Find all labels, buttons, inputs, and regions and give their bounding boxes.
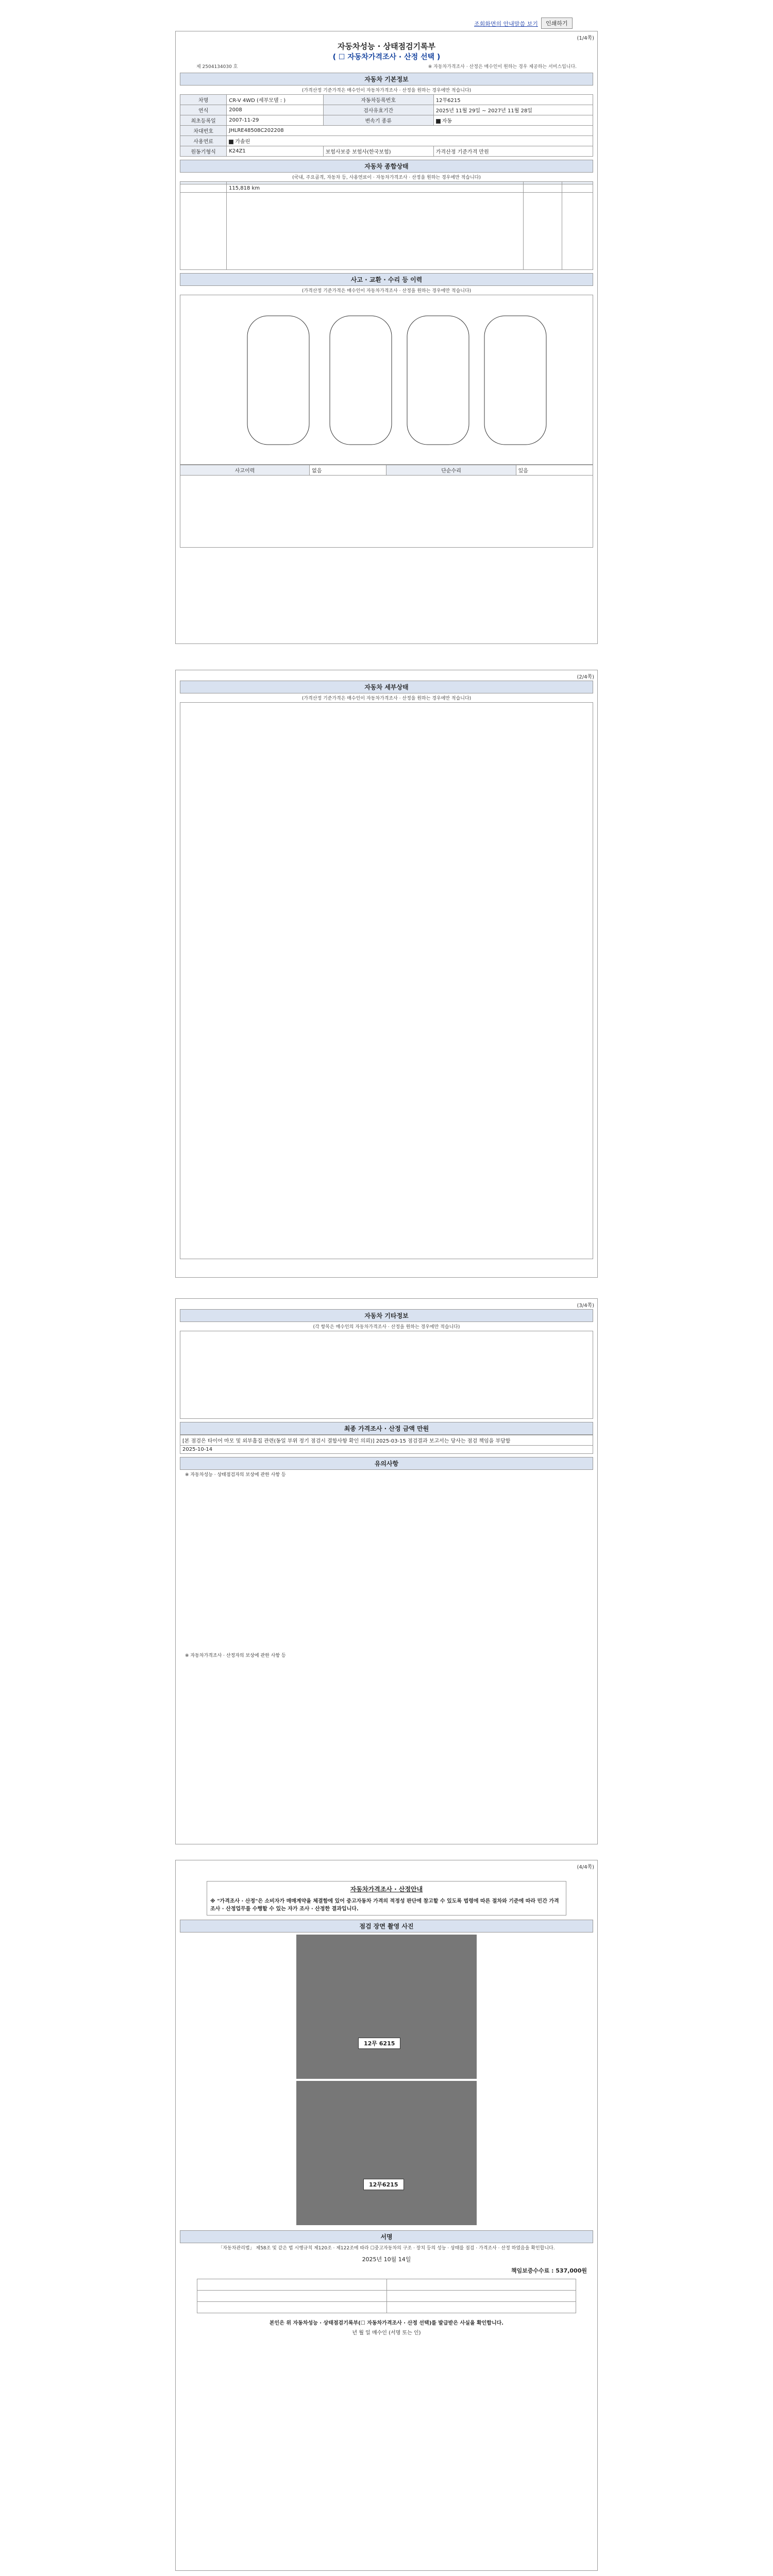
section-a: ※ 자동차성능 · 상태점검자의 보상에 관한 사항 등 [185, 1472, 286, 1478]
doc-number: 제 2504134030 호 [196, 64, 238, 70]
car-diagram [180, 295, 593, 465]
box-text: ※ "가격조사 · 산정"은 소비자가 매매계약을 체결함에 있어 중고자동차 가격의 적정성 판단에 참고할 수 있도록 법령에 따른 절차와 기준에 따라 민간 가격조사 · 산정업무를 수행할 수 있는 자가 조사 · 산정한 결과입니다. [210, 1899, 559, 1912]
notice-title: 유의사항 [180, 1457, 593, 1470]
section-title: 사고 · 교환 · 수리 등 이력 [180, 273, 593, 286]
section-title: 자동차 세부상태 [180, 681, 593, 693]
front-photo [296, 1935, 477, 2079]
box-title: 자동차가격조사 · 산정안내 [350, 1886, 423, 1893]
mileage: 115,818 km [227, 184, 524, 193]
price: 가격산정 기준가격 만원 [433, 146, 593, 157]
page-4 [175, 1860, 598, 2571]
section-title: 자동차 기타정보 [180, 1309, 593, 1322]
plate: 12무6215 [363, 2179, 404, 2190]
accident: 없음 [310, 465, 386, 476]
page-title: 자동차성능 · 상태점검기록부 [337, 42, 436, 51]
label: 변속기 종류 [323, 115, 433, 126]
sign-text: 「자동차관리법」 제58조 및 같은 법 시행규칙 제120조 · 제122조에 따라 ☐중고자동차의 구조 · 장치 등의 성능 · 상태를 점검 · 가격조사 · 산정 하였음을 확인합니다. [218, 2246, 555, 2251]
section-note: (국내, 주요골격, 자동차 등, 사용연료이 · 자동차가격조사 · 산정을 원하는 경우에만 적습니다) [292, 175, 481, 180]
label: 연식 [180, 105, 227, 115]
label: 차명 [180, 95, 227, 105]
page-number: (3/4쪽) [577, 1303, 594, 1309]
page-2 [175, 670, 598, 1278]
reg-number: 12무6215 [433, 95, 593, 105]
page-subtitle: ( ☐ 자동차가격조사 · 산정 선택 ) [332, 53, 441, 61]
page-3 [175, 1298, 598, 1844]
sign-date: 2025년 10월 14일 [362, 2256, 411, 2263]
section-b: ※ 자동차가격조사 · 산정자의 보상에 관한 사항 등 [185, 1653, 286, 1659]
inspect-period: 2025년 11월 29일 ~ 2027년 11월 28일 [433, 105, 593, 115]
simple-repair: 있음 [516, 465, 593, 476]
section-note: (가격산정 기준가격은 매수인이 자동차가격조사 · 산정을 원하는 경우에만 적습니다) [301, 88, 472, 93]
repair-summary: 사고이력 없음 단순수리 있음 [180, 465, 593, 548]
car-outline-icon [180, 295, 593, 465]
detail-table [180, 702, 593, 1259]
section-note: (가격산정 기준가격은 매수인이 자동차가격조사 · 산정을 원하는 경우에만 적습니다) [301, 289, 472, 294]
label: 최초등록일 [180, 115, 227, 126]
label: 차대번호 [180, 126, 227, 136]
plate: 12무 6215 [358, 2038, 400, 2049]
page-1 [175, 31, 598, 644]
warranty: 보험사보증 보험사(한국보험) [323, 146, 433, 157]
meta-row [176, 62, 597, 71]
footer-2: 년 월 일 매수인 (서명 또는 인) [352, 2330, 421, 2336]
section-title: 자동차 종합상태 [180, 160, 593, 173]
label: 사용연료 [180, 136, 227, 146]
signature-table [197, 2279, 576, 2313]
opinion-title: 최종 가격조사 · 산정 금액 만원 [180, 1422, 593, 1435]
section-note: (가격산정 기준가격은 매수인이 자동차가격조사 · 산정을 원하는 경우에만 적습니다) [301, 696, 472, 701]
fee: 책임보증수수료 : 537,000원 [511, 2267, 587, 2274]
other-info-table [180, 1331, 593, 1419]
label: 자동차등록번호 [323, 95, 433, 105]
print-button[interactable]: 인쇄하기 [541, 18, 573, 29]
transmission: 자동 [433, 115, 593, 126]
photo-title: 점검 장면 촬영 사진 [180, 1920, 593, 1933]
motor: K24Z1 [227, 146, 323, 157]
special-note: [본 점검은 타이어 마모 및 외부흠집 관련(동일 부위 정기 점검시 결함사항 확인 의뢰)] 2025-03-15 점검결과 보고서는 당사는 점검 책임을 부담함 [180, 1435, 593, 1446]
page-number: (1/4쪽) [577, 36, 594, 41]
status-table [180, 181, 593, 270]
first-reg: 2007-11-29 [227, 115, 323, 126]
sign-title: 서명 [180, 2230, 593, 2243]
inspect-date: 2025-10-14 [180, 1446, 593, 1454]
guide-link[interactable]: 조회화면의 안내말씀 보기 [474, 21, 538, 27]
car-name: CR-V 4WD (세부모델 : ) [227, 95, 323, 105]
rear-photo [296, 2081, 477, 2225]
label: 검사유효기간 [323, 105, 433, 115]
section-note: (각 항목은 매수인의 자동차가격조사 · 산정을 원하는 경우에만 적습니다) [313, 1325, 460, 1330]
year: 2008 [227, 105, 323, 115]
fuel: 가솔린 [227, 136, 593, 146]
vin: JHLRE48508C202208 [227, 126, 593, 136]
page-number: (4/4쪽) [577, 1865, 594, 1870]
meta-note: ※ 자동차가격조사 · 산정은 매수인이 원하는 경우 제공하는 서비스입니다. [428, 64, 577, 70]
page-number: (2/4쪽) [577, 674, 594, 680]
special-table [180, 1435, 593, 1454]
section-title: 자동차 기본정보 [180, 73, 593, 86]
label: 원동기형식 [180, 146, 227, 157]
info-table [180, 94, 593, 157]
top-links [474, 20, 543, 28]
footer: 본인은 위 자동차성능 · 상태점검기록부(☐ 자동차가격조사 · 산정 선택)를 발급받은 사실을 확인합니다. [269, 2320, 504, 2326]
